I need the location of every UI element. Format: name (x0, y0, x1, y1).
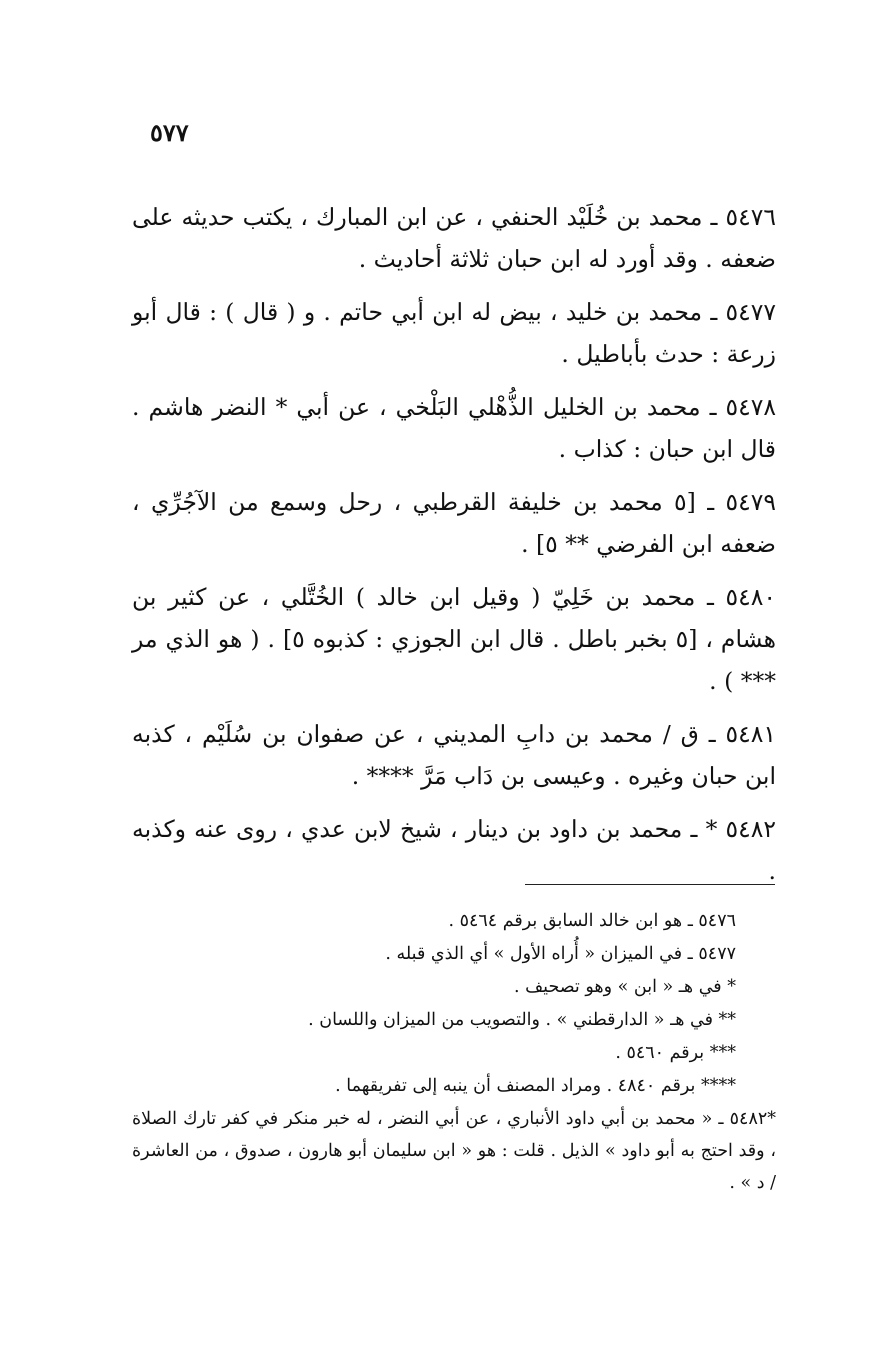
footnote: **** برقم ٤٨٤٠ . ومراد المصنف أن ينبه إلى تفريقهما . (335, 1076, 736, 1096)
footnote: ** في هـ « الدارقطني » . والتصويب من الميزان واللسان . (308, 1010, 736, 1030)
footnote: ٥٤٧٦ ـ هو ابن خالد السابق برقم ٥٤٦٤ . (448, 911, 736, 931)
footnotes (132, 905, 776, 1199)
entry-5482 (132, 808, 776, 892)
entry-text: ٥٤٨١ ـ ق / محمد بن دابِ المديني ، عن صفوان بن سُلَيْم ، كذبه ابن حبان وغيره . وعيسى بن دَاب مَرَّ **** . (132, 720, 776, 790)
footnote: *٥٤٨٢ ـ « محمد بن أبي داود الأنباري ، عن أبي النضر ، له خبر منكر في كفر تارك الصلاة ، وقد احتج به أبو داود » الذيل . قلت : هو « ابن سليمان أبو هارون ، صدوق ، من العاشرة / د » . (132, 1109, 776, 1193)
entry-text: ٥٤٨٢ * ـ محمد بن داود بن دينار ، شيخ لابن عدي ، روى عنه وكذبه . (132, 815, 776, 885)
footnote: ٥٤٧٧ ـ في الميزان « أُراه الأول » أي الذي قبله . (385, 944, 736, 964)
footnote: * في هـ « ابن » وهو تصحيف . (513, 977, 736, 997)
entry-5476 (132, 196, 776, 280)
page-number: ٥٧٧ (150, 118, 189, 147)
entry-text: ٥٤٧٧ ـ محمد بن خليد ، بيض له ابن أبي حاتم . و ( قال ) : قال أبو زرعة : حدث بأباطيل . (132, 298, 776, 368)
entry-5480 (132, 576, 776, 702)
main-text (132, 196, 776, 903)
footnote: *** برقم ٥٤٦٠ . (615, 1043, 736, 1063)
entry-5481 (132, 713, 776, 797)
entry-text: ٥٤٨٠ ـ محمد بن خَلِيّ ( وقيل ابن خالد ) الخُتَّلي ، عن كثير بن هشام ، [٥ بخبر باطل . قال ابن الجوزي : كذبوه ٥] . ( هو الذي مر *** ) . (132, 583, 776, 695)
footnote-divider (525, 884, 775, 885)
entry-5479 (132, 481, 776, 565)
entry-text: ٥٤٧٦ ـ محمد بن خُلَيْد الحنفي ، عن ابن المبارك ، يكتب حديثه على ضعفه . وقد أورد له ابن حبان ثلاثة أحاديث . (132, 203, 776, 273)
entry-text: ٥٤٧٩ ـ [٥ محمد بن خليفة القرطبي ، رحل وسمع من الآجُرِّي ، ضعفه ابن الفرضي ** ٥] . (132, 488, 776, 558)
entry-text: ٥٤٧٨ ـ محمد بن الخليل الذُّهْلي البَلْخي ، عن أبي * النضر هاشم . قال ابن حبان : كذاب . (132, 393, 776, 463)
entry-5477 (132, 291, 776, 375)
entry-5478 (132, 386, 776, 470)
